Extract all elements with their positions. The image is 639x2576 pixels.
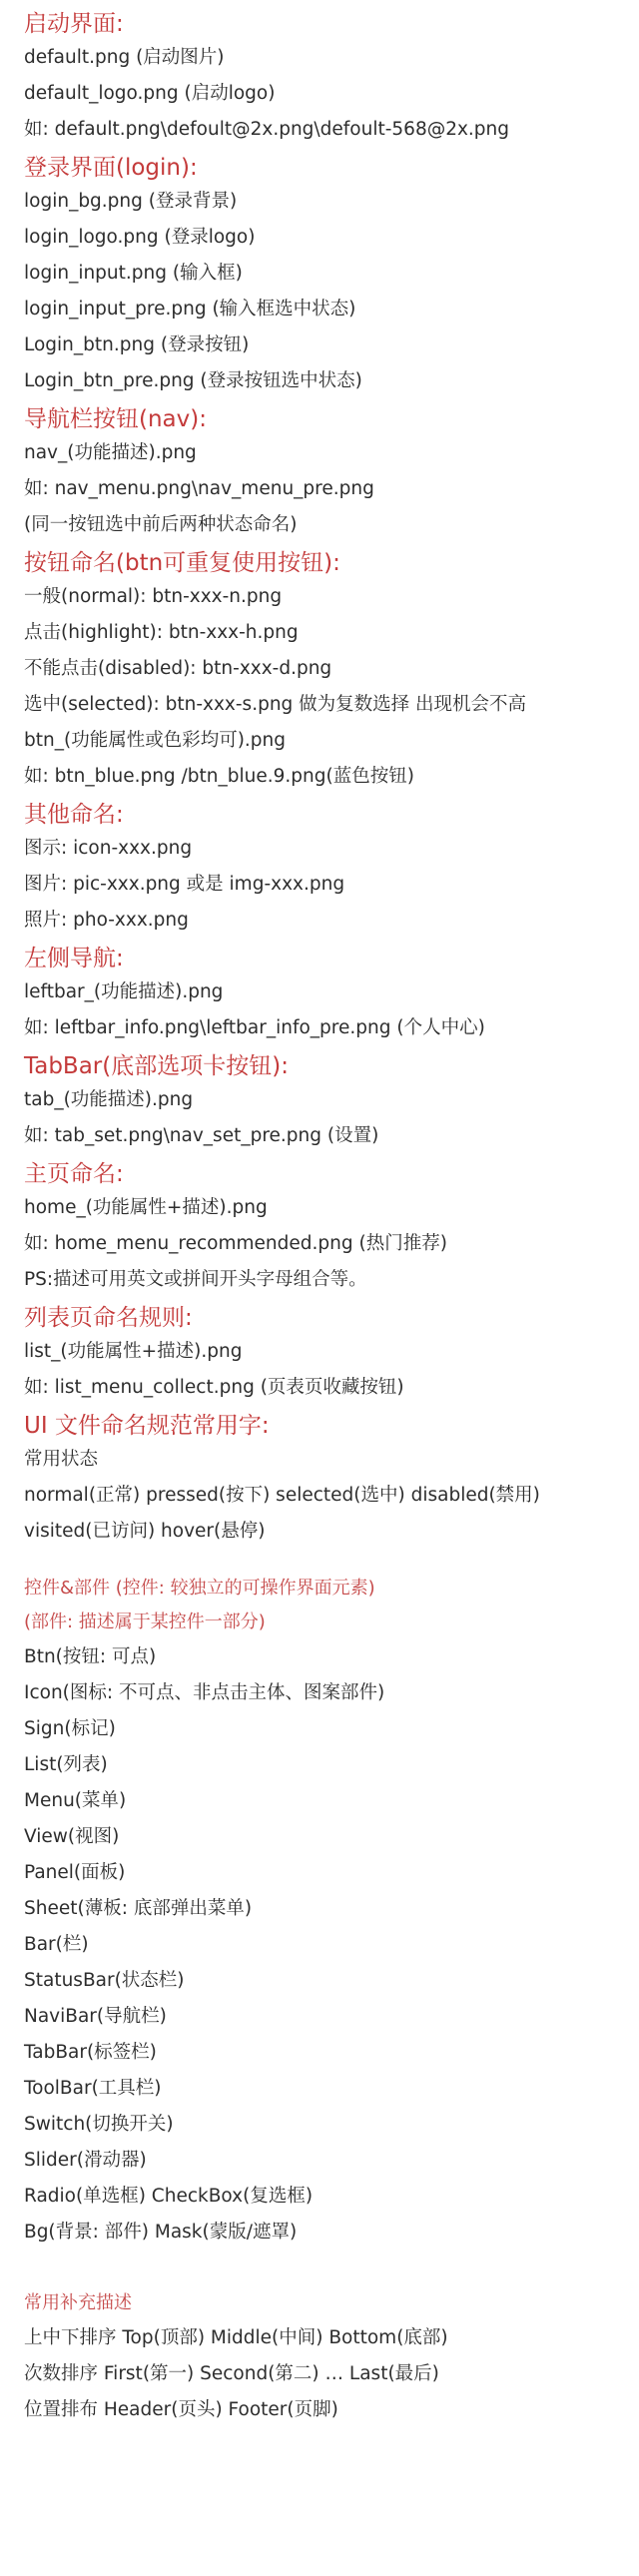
controls-line-4: List(列表) bbox=[24, 1754, 108, 1775]
controls-line-8: Sheet(薄板: 底部弹出菜单) bbox=[24, 1898, 253, 1919]
controls-line-9: Bar(栏) bbox=[24, 1934, 89, 1955]
heading-controls: 控件&部件 (控件: 较独立的可操作界面元素) bbox=[24, 1578, 375, 1599]
controls-line-12: TabBar(标签栏) bbox=[24, 2042, 157, 2063]
controls-line-10: StatusBar(状态栏) bbox=[24, 1970, 185, 1991]
heading-login: 登录界面(login): bbox=[24, 155, 198, 181]
section-other bbox=[24, 799, 639, 939]
heading-nav: 导航栏按钮(nav): bbox=[24, 406, 207, 432]
controls-line-17: Bg(背景: 部件) Mask(蒙版/遮罩) bbox=[24, 2222, 298, 2243]
login-line-6: Login_btn_pre.png (登录按钮选中状态) bbox=[24, 370, 362, 391]
btn-line-3: 不能点击(disabled): btn-xxx-d.png bbox=[24, 658, 332, 679]
section-home bbox=[24, 1158, 639, 1298]
home-line-1: home_(功能属性+描述).png bbox=[24, 1197, 268, 1218]
controls-line-15: Slider(滑动器) bbox=[24, 2150, 147, 2171]
section-nav bbox=[24, 403, 639, 543]
controls-line-5: Menu(菜单) bbox=[24, 1790, 127, 1811]
login-line-1: login_bg.png (登录背景) bbox=[24, 191, 238, 212]
spacer bbox=[24, 1550, 639, 1572]
ui-line-2: normal(正常) pressed(按下) selected(选中) disabled(禁用) bbox=[24, 1485, 540, 1506]
launch-line-2: default_logo.png (启动logo) bbox=[24, 83, 276, 104]
heading-list: 列表页命名规则: bbox=[24, 1305, 193, 1331]
controls-line-16: Radio(单选框) CheckBox(复选框) bbox=[24, 2186, 314, 2207]
section-btn bbox=[24, 547, 639, 795]
other-line-2: 图片: pic-xxx.png 或是 img-xxx.png bbox=[24, 874, 345, 895]
controls-line-1: Btn(按钮: 可点) bbox=[24, 1646, 157, 1667]
controls-line-11: NaviBar(导航栏) bbox=[24, 2006, 167, 2027]
controls-line-13: ToolBar(工具栏) bbox=[24, 2078, 162, 2099]
list-line-1: list_(功能属性+描述).png bbox=[24, 1341, 243, 1362]
section-ui bbox=[24, 1410, 639, 1550]
tabbar-line-1: tab_(功能描述).png bbox=[24, 1089, 194, 1110]
login-line-2: login_logo.png (登录logo) bbox=[24, 227, 256, 248]
supplement-line-2: 次数排序 First(第一) Second(第二) … Last(最后) bbox=[24, 2363, 439, 2384]
heading-home: 主页命名: bbox=[24, 1161, 124, 1187]
btn-line-6: 如: btn_blue.png /btn_blue.9.png(蓝色按钮) bbox=[24, 766, 414, 787]
section-controls bbox=[24, 1572, 639, 2251]
btn-line-1: 一般(normal): btn-xxx-n.png bbox=[24, 586, 283, 607]
btn-line-5: btn_(功能属性或色彩均可).png bbox=[24, 730, 286, 751]
section-supplement bbox=[24, 2286, 639, 2428]
btn-line-4: 选中(selected): btn-xxx-s.png 做为复数选择 出现机会不高 bbox=[24, 694, 527, 715]
heading-launch: 启动界面: bbox=[24, 11, 124, 37]
login-line-5: Login_btn.png (登录按钮) bbox=[24, 334, 250, 355]
heading-leftnav: 左侧导航: bbox=[24, 946, 124, 971]
heading-other: 其他命名: bbox=[24, 802, 124, 828]
spacer bbox=[24, 2251, 639, 2286]
supplement-line-1: 上中下排序 Top(顶部) Middle(中间) Bottom(底部) bbox=[24, 2327, 448, 2348]
leftnav-line-2: 如: leftbar_info.png\leftbar_info_pre.png (个人中心) bbox=[24, 1017, 485, 1038]
heading-btn: 按钮命名(btn可重复使用按钮): bbox=[24, 550, 340, 576]
nav-line-2: 如: nav_menu.png\nav_menu_pre.png bbox=[24, 478, 374, 499]
controls-line-7: Panel(面板) bbox=[24, 1862, 126, 1883]
nav-line-3: (同一按钮选中前后两种状态命名) bbox=[24, 514, 298, 535]
section-list bbox=[24, 1302, 639, 1406]
heading-supplement: 常用补充描述 bbox=[24, 2292, 132, 2313]
section-tabbar bbox=[24, 1050, 639, 1154]
launch-line-3: 如: default.png\defoult@2x.png\defoult-568@2x.png bbox=[24, 119, 510, 140]
other-line-3: 照片: pho-xxx.png bbox=[24, 910, 189, 931]
heading-tabbar: TabBar(底部选项卡按钮): bbox=[24, 1053, 289, 1079]
heading-controls-sub: (部件: 描述属于某控件一部分) bbox=[24, 1611, 266, 1632]
ui-line-1: 常用状态 bbox=[24, 1449, 99, 1470]
login-line-3: login_input.png (输入框) bbox=[24, 263, 243, 284]
launch-line-1: default.png (启动图片) bbox=[24, 47, 225, 68]
nav-line-1: nav_(功能描述).png bbox=[24, 442, 197, 463]
tabbar-line-2: 如: tab_set.png\nav_set_pre.png (设置) bbox=[24, 1125, 379, 1146]
controls-line-14: Switch(切换开关) bbox=[24, 2114, 174, 2135]
login-line-4: login_input_pre.png (输入框选中状态) bbox=[24, 299, 356, 320]
leftnav-line-1: leftbar_(功能描述).png bbox=[24, 981, 224, 1002]
section-leftnav bbox=[24, 943, 639, 1046]
list-line-2: 如: list_menu_collect.png (页表页收藏按钮) bbox=[24, 1377, 404, 1398]
other-line-1: 图示: icon-xxx.png bbox=[24, 838, 193, 859]
ui-line-3: visited(已访问) hover(悬停) bbox=[24, 1521, 266, 1542]
heading-ui: UI 文件命名规范常用字: bbox=[24, 1413, 270, 1439]
section-launch bbox=[24, 8, 639, 148]
btn-line-2: 点击(highlight): btn-xxx-h.png bbox=[24, 622, 299, 643]
home-line-3: PS:描述可用英文或拼间开头字母组合等。 bbox=[24, 1269, 367, 1290]
controls-line-3: Sign(标记) bbox=[24, 1718, 116, 1739]
controls-line-6: View(视图) bbox=[24, 1826, 120, 1847]
home-line-2: 如: home_menu_recommended.png (热门推荐) bbox=[24, 1233, 447, 1254]
controls-line-2: Icon(图标: 不可点、非点击主体、图案部件) bbox=[24, 1682, 385, 1703]
supplement-line-3: 位置排布 Header(页头) Footer(页脚) bbox=[24, 2399, 338, 2420]
section-login bbox=[24, 152, 639, 399]
